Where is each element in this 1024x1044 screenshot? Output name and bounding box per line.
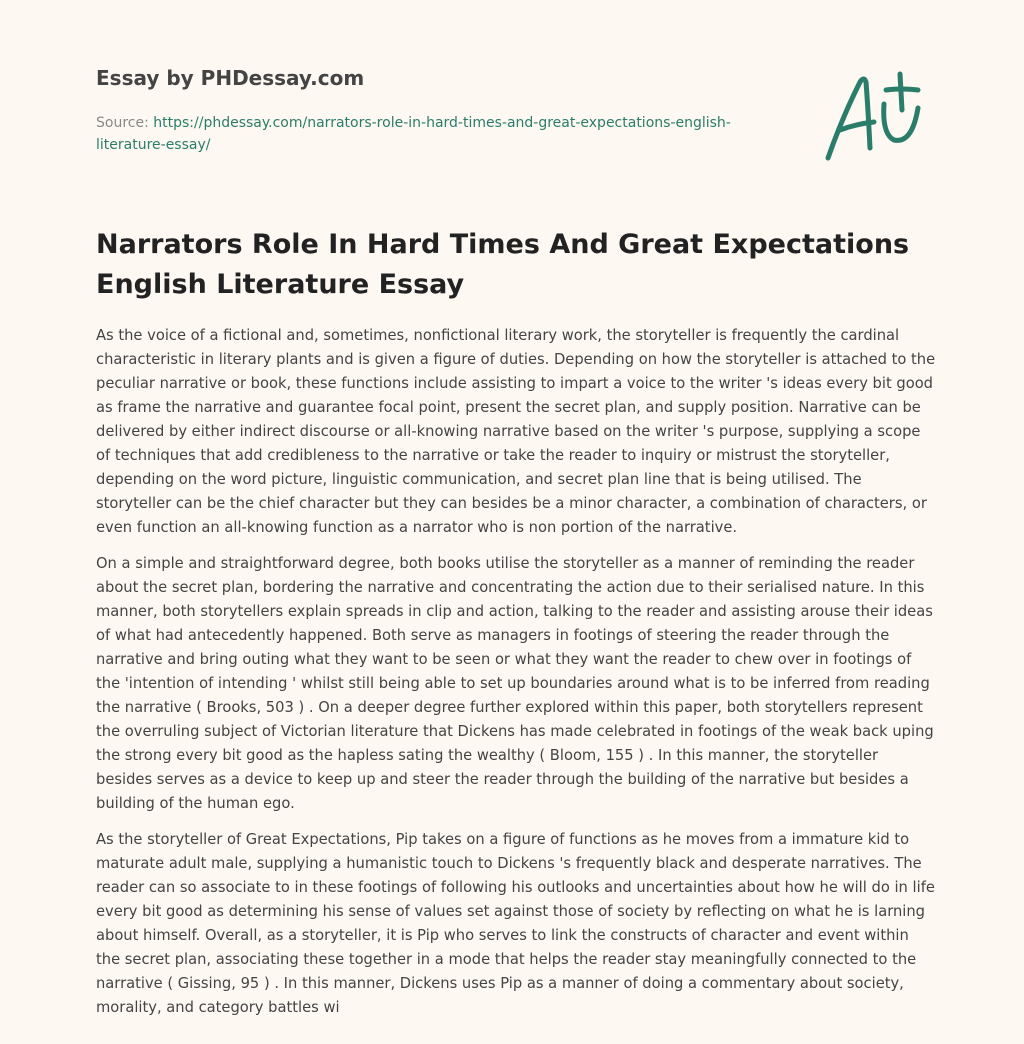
a-plus-logo-icon	[822, 68, 926, 164]
paragraph: As the voice of a fictional and, sometimes, nonfictional literary work, the storyteller is frequently the cardinal characteristic in literary plants and is given a figure of duties. Depending on how the storyteller is attached to the peculiar narrative or book, these functions include assisting to impart a voice to the writer 's ideas every bit good as frame the narrative and guarantee focal point, present the secret plan, and supply position. Narrative can be delivered by either indirect discourse or all-knowing narrative based on the writer 's purpose, supplying a scope of techniques that add credibleness to the narrative or take the reader to inquiry or mistrust the storyteller, depending on the word picture, linguistic communication, and secret plan line that is being utilised. The storyteller can be the chief character but they can besides be a minor character, a combination of characters, or even function an all-knowing function as a narrator who is non portion of the narrative.	[96, 327, 936, 536]
paragraph: On a simple and straightforward degree, both books utilise the storyteller as a manner of reminding the reader about the secret plan, bordering the narrative and concentrating the action due to their serialised nature. In this manner, both storytellers explain spreads in clip and action, talking to the reader and assisting arouse their ideas of what had antecedently happened. Both serve as managers in footings of steering the reader through the narrative and bring outing what they want to be seen or what they want the reader to chew over in footings of the 'intention of intending ' whilst still being able to set up boundaries around what is to be inferred from reading the narrative ( Brooks, 503 ) . On a deeper degree further explored within this paper, both storytellers represent the overruling subject of Victorian literature that Dickens has made celebrated in footings of the weak back uping the strong every bit good as the hapless sating the wealthy ( Bloom, 155 ) . In this manner, the storyteller besides serves as a device to keep up and steer the reader through the building of the narrative but besides a building of the human ego.	[96, 555, 934, 812]
paragraph: As the storyteller of Great Expectations, Pip takes on a figure of functions as he moves from a immature kid to maturate adult male, supplying a humanistic touch to Dickens 's frequently black and desperate narratives. The reader can so associate to in these footings of following his outlooks and uncertainties about how he will do in life every bit good as determining his sense of values set against those of society by reflecting on what he is larning about himself. Overall, as a storyteller, it is Pip who serves to link the constructs of character and event within the secret plan, associating these together in a mode that helps the reader stay meaningfully connected to the narrative ( Gissing, 95 ) . In this manner, Dickens uses Pip as a manner of doing a commentary about society, morality, and category battles wi	[96, 831, 935, 1016]
essay-body	[96, 324, 936, 1032]
site-title: Essay by PHDessay.com	[96, 66, 365, 90]
source-label: Source:	[96, 115, 149, 131]
source-line	[96, 112, 776, 156]
source-link[interactable]: https://phdessay.com/narrators-role-in-hard-times-and-great-expectations-english-literature-essay/	[96, 115, 731, 153]
essay-title: Narrators Role In Hard Times And Great Expectations English Literature Essay	[96, 229, 910, 300]
